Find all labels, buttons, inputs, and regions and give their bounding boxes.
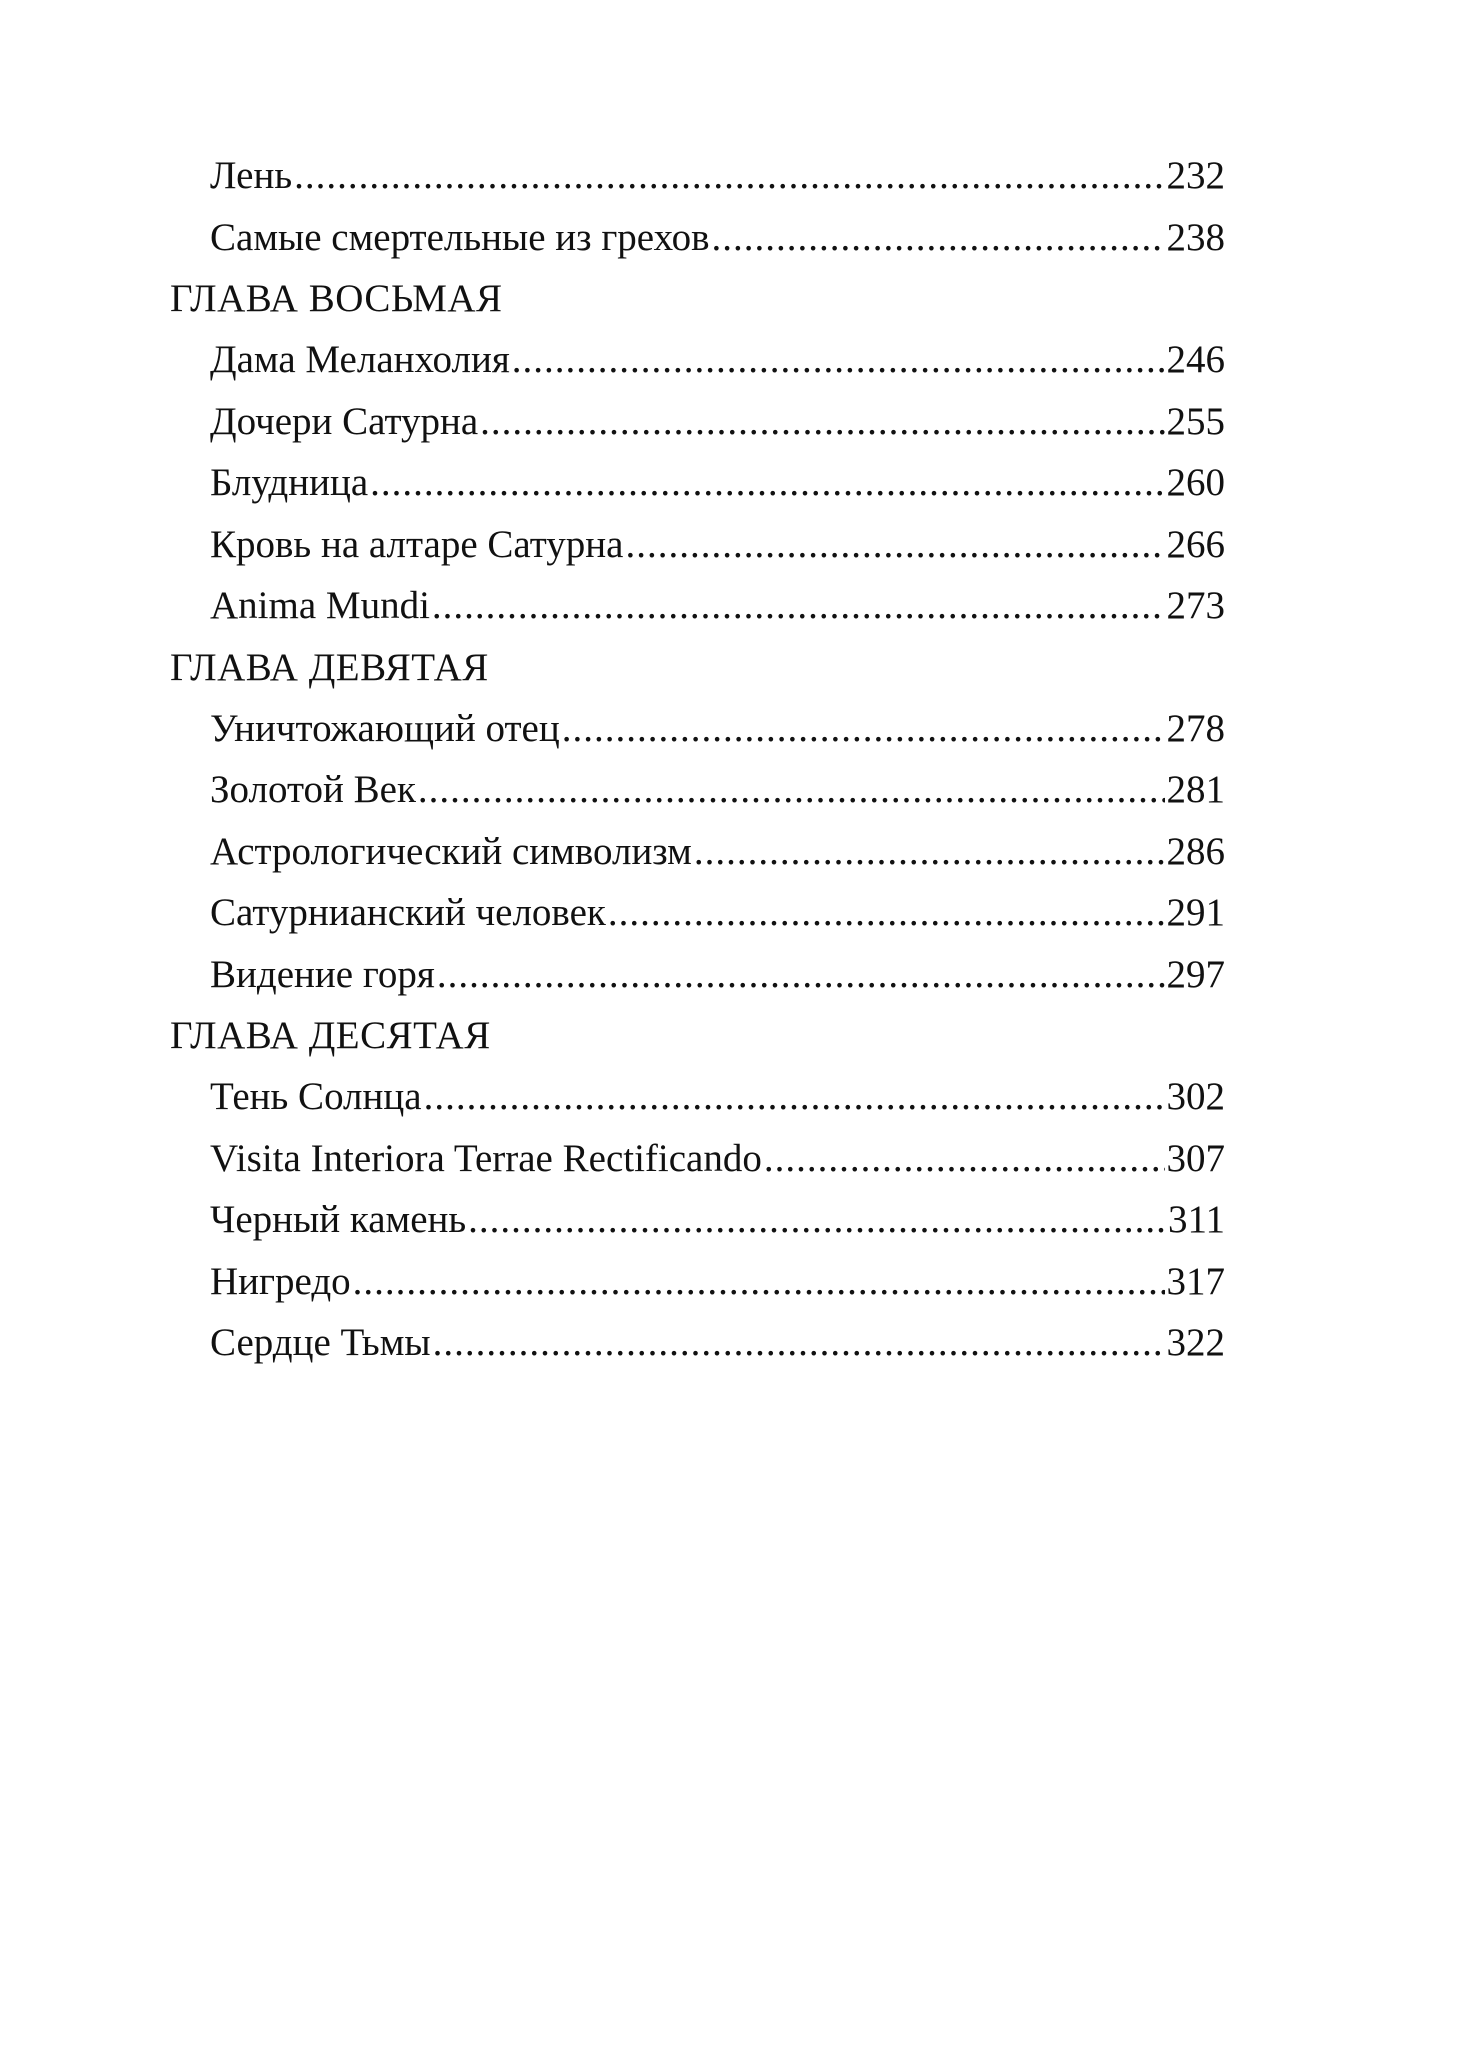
toc-entry-page: 278 bbox=[1166, 706, 1225, 750]
chapter-heading-eight: ГЛАВА ВОСЬМАЯ bbox=[170, 277, 503, 320]
toc-entry[interactable] bbox=[210, 1189, 1225, 1251]
dot-leader bbox=[468, 1189, 1166, 1251]
dot-leader bbox=[712, 207, 1165, 269]
toc-entry-title: Астрологический символизм bbox=[210, 829, 692, 873]
dot-leader bbox=[294, 145, 1164, 207]
toc-entry[interactable] bbox=[210, 1066, 1225, 1128]
toc-entry-page: 232 bbox=[1166, 154, 1225, 197]
table-of-contents bbox=[170, 145, 1225, 1374]
chapter-heading-nine: ГЛАВА ДЕВЯТАЯ bbox=[170, 645, 489, 689]
toc-entry-page: 246 bbox=[1166, 338, 1225, 381]
toc-entry-title: Anima Mundi bbox=[210, 584, 430, 627]
toc-entry[interactable] bbox=[210, 1251, 1225, 1313]
toc-entry-title: Сатурнианский человек bbox=[210, 891, 606, 934]
toc-entry[interactable] bbox=[210, 882, 1225, 944]
dot-leader bbox=[433, 1312, 1165, 1374]
dot-leader bbox=[764, 1128, 1165, 1190]
dot-leader bbox=[418, 759, 1165, 821]
toc-entry[interactable] bbox=[210, 329, 1225, 391]
dot-leader bbox=[353, 1251, 1165, 1313]
dot-leader bbox=[694, 821, 1165, 883]
toc-entry[interactable] bbox=[210, 821, 1225, 883]
toc-entry-title: Блудница bbox=[210, 461, 369, 504]
toc-entry-title: Золотой Век bbox=[210, 768, 416, 811]
dot-leader bbox=[625, 514, 1164, 576]
toc-entry[interactable] bbox=[210, 1128, 1225, 1190]
toc-entry-page: 322 bbox=[1166, 1321, 1225, 1364]
toc-entry-page: 307 bbox=[1166, 1136, 1225, 1180]
toc-entry[interactable] bbox=[210, 575, 1225, 637]
toc-entry[interactable] bbox=[210, 514, 1225, 576]
dot-leader bbox=[424, 1066, 1165, 1128]
toc-entry-page: 238 bbox=[1166, 215, 1225, 259]
toc-entry-page: 311 bbox=[1167, 1198, 1225, 1241]
toc-entry-page: 302 bbox=[1166, 1075, 1225, 1118]
toc-entry-title: Тень Солнца bbox=[210, 1075, 422, 1118]
dot-leader bbox=[437, 944, 1165, 1006]
toc-entry-page: 260 bbox=[1166, 461, 1225, 504]
toc-entry-page: 273 bbox=[1166, 584, 1225, 627]
chapter-heading-ten: ГЛАВА ДЕСЯТАЯ bbox=[170, 1014, 491, 1057]
toc-entry[interactable] bbox=[210, 944, 1225, 1006]
toc-entry[interactable] bbox=[210, 391, 1225, 453]
dot-leader bbox=[432, 575, 1165, 637]
toc-entry-title: Сердце Тьмы bbox=[210, 1321, 431, 1364]
toc-entry-page: 266 bbox=[1166, 522, 1225, 566]
toc-entry-title: Видение горя bbox=[210, 952, 435, 996]
toc-entry-title: Дочери Сатурна bbox=[210, 399, 479, 443]
toc-entry-title: Кровь на алтаре Сатурна bbox=[210, 522, 624, 566]
toc-entry-title: Нигредо bbox=[210, 1259, 351, 1303]
toc-entry[interactable] bbox=[210, 207, 1225, 269]
toc-entry-page: 317 bbox=[1166, 1259, 1225, 1303]
toc-entry-page: 286 bbox=[1166, 829, 1225, 873]
toc-entry[interactable] bbox=[210, 1312, 1225, 1374]
toc-entry-title: Черный камень bbox=[210, 1198, 467, 1241]
toc-entry[interactable] bbox=[210, 698, 1225, 760]
toc-entry[interactable] bbox=[210, 759, 1225, 821]
toc-entry[interactable] bbox=[210, 452, 1225, 514]
toc-entry-page: 255 bbox=[1166, 399, 1225, 443]
toc-entry-page: 291 bbox=[1166, 891, 1225, 934]
dot-leader bbox=[512, 329, 1165, 391]
toc-entry-title: Лень bbox=[210, 154, 293, 197]
toc-entry-title: Visita Interiora Terrae Rectificando bbox=[210, 1136, 762, 1180]
toc-entry-title: Дама Меланхолия bbox=[210, 338, 510, 381]
dot-leader bbox=[608, 882, 1165, 944]
toc-entry-title: Самые смертельные из грехов bbox=[210, 215, 710, 259]
dot-leader bbox=[370, 452, 1164, 514]
dot-leader bbox=[480, 391, 1164, 453]
dot-leader bbox=[562, 698, 1165, 760]
toc-entry[interactable] bbox=[210, 145, 1225, 207]
toc-entry-page: 281 bbox=[1166, 768, 1225, 811]
toc-entry-title: Уничтожающий отец bbox=[210, 706, 560, 750]
toc-entry-page: 297 bbox=[1166, 952, 1225, 996]
